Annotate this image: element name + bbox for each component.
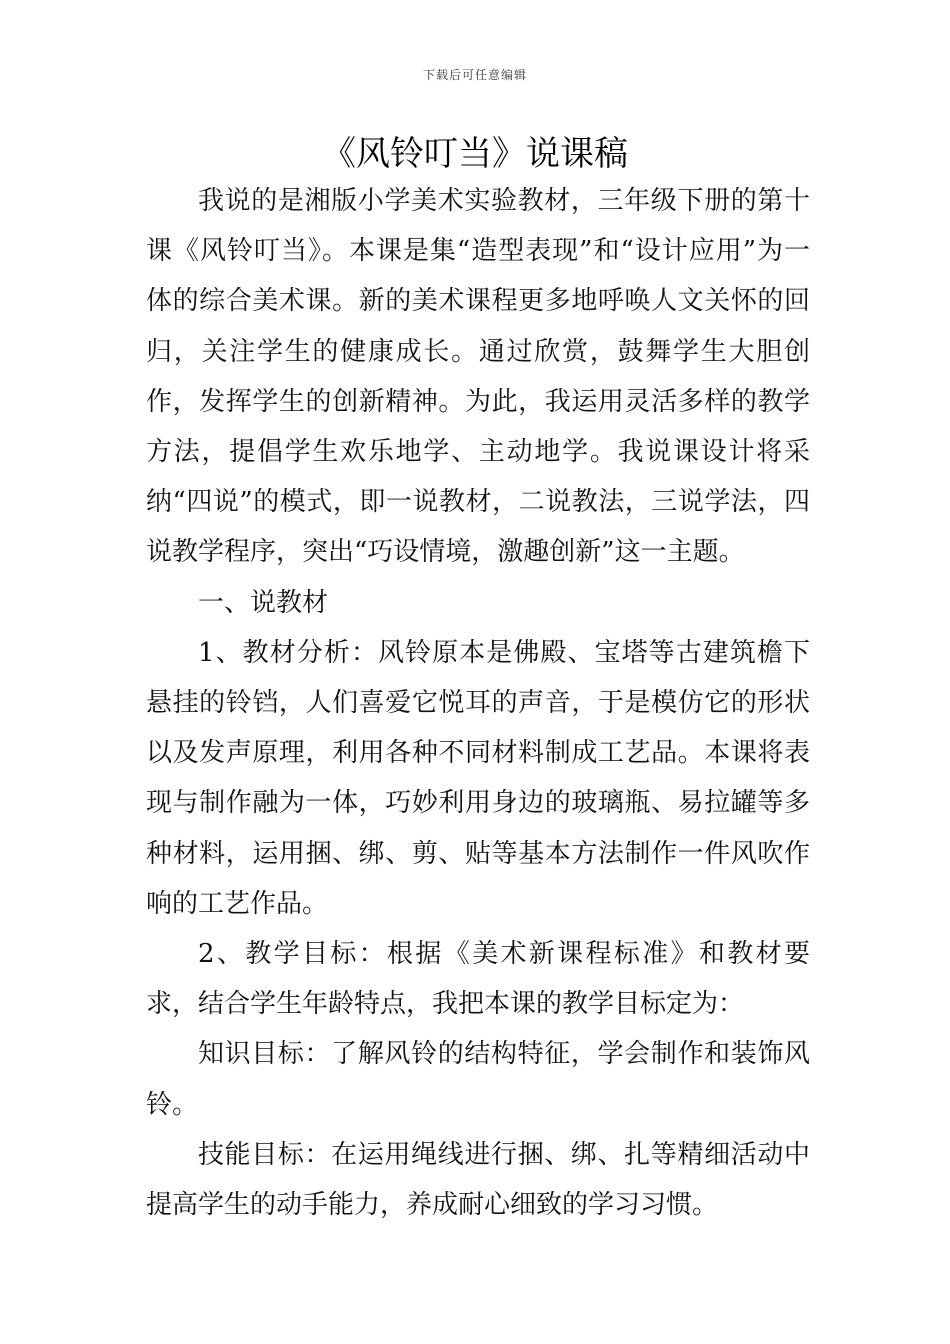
- header-note: 下载后可任意编辑: [422, 68, 527, 82]
- paragraph-skill-goal: 技能目标：在运用绳线进行捆、绑、扎等精细活动中提高学生的动手能力，养成耐心细致的学习习惯。: [146, 1139, 810, 1221]
- paragraph-teaching-goals: 2、教学目标：根据《美术新课程标准》和教材要求，结合学生年龄特点，我把本课的教学目标定为：: [146, 939, 810, 1020]
- section-heading: 一、说教材: [198, 587, 329, 618]
- paragraph-knowledge-goal: 知识目标：了解风铃的结构特征，学会制作和装饰风铃。: [146, 1039, 810, 1120]
- document-body: [146, 176, 810, 1230]
- paragraph-intro: 我说的是湘版小学美术实验教材，三年级下册的第十课《风铃叮当》。本课是集“造型表现”和“设计应用”为一体的综合美术课。新的美术课程更多地呼唤人文关怀的回归，关注学生的健康成长。通过欣赏，鼓舞学生大胆创作，发挥学生的创新精神。为此，我运用灵活多样的教学方法，提倡学生欢乐地学、主动地学。我说课设计将采纳“四说”的模式，即一说教材，二说教法，三说学法，四说教学程序，突出“巧设情境，激趣创新”这一主题。: [146, 186, 810, 568]
- paragraph-material-analysis: 1、教材分析：风铃原本是佛殿、宝塔等古建筑檐下悬挂的铃铛，人们喜爱它悦耳的声音，于是模仿它的形状以及发声原理，利用各种不同材料制成工艺品。本课将表现与制作融为一体，巧妙利用身边的玻璃瓶、易拉罐等多种材料，运用捆、绑、剪、贴等基本方法制作一件风吹作响的工艺作品。: [146, 637, 810, 919]
- document-title: 《风铃叮当》说课稿: [322, 134, 628, 174]
